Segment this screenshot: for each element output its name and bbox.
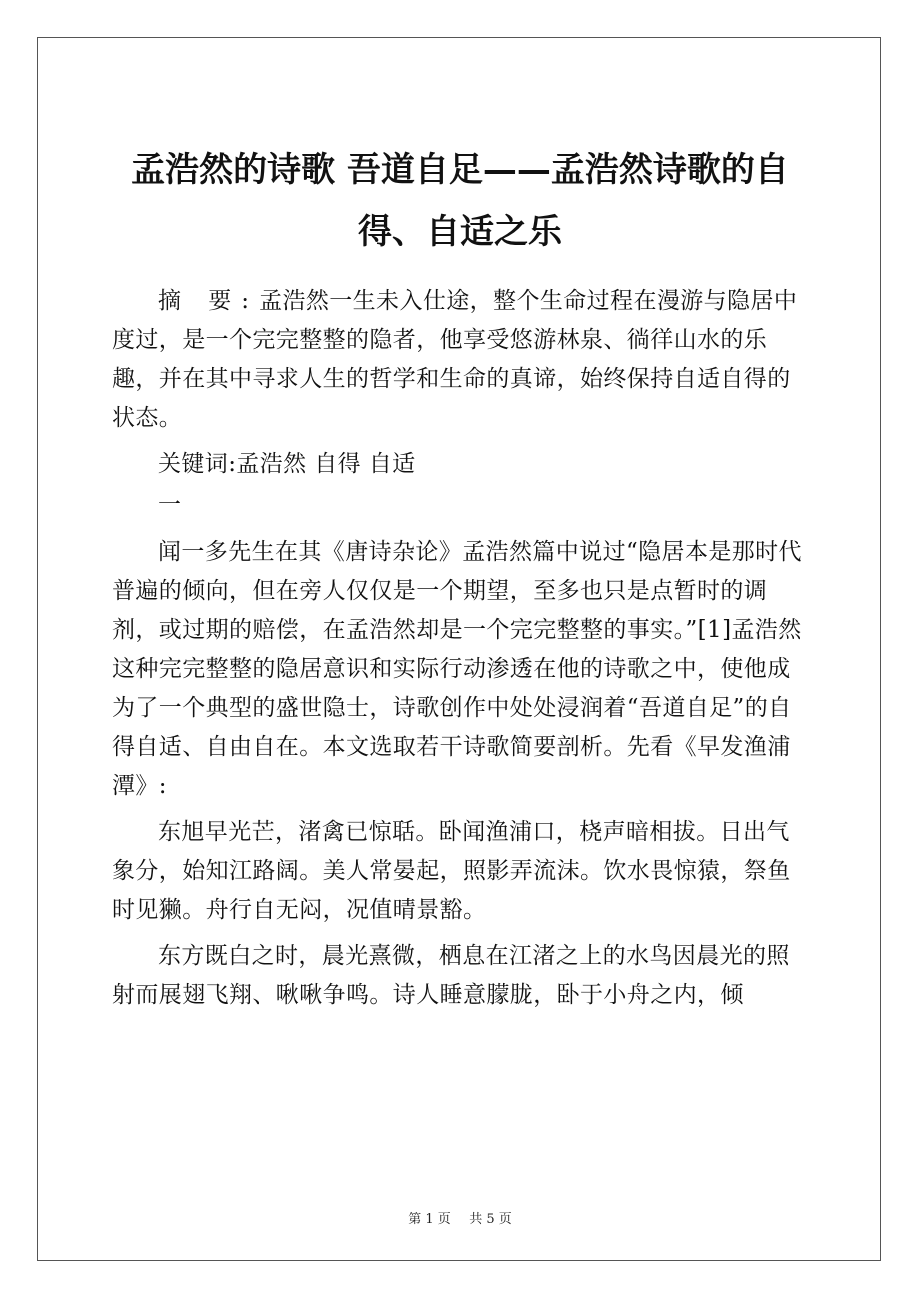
- document-body: [112, 282, 812, 1022]
- body-paragraph-1: 闻一多先生在其《唐诗杂论》孟浩然篇中说过“隐居本是那时代普遍的倾向，但在旁人仅仅是一个期望，至多也只是点暂时的调剂，或过期的赔偿，在孟浩然却是一个完完整整的事实。”[1]孟浩然这种完完整整的隐居意识和实际行动渗透在他的诗歌之中，使他成为了一个典型的盛世隐士，诗歌创作中处处浸润着“吾道自足”的自得自适、自由自在。本文选取若干诗歌简要剖析。先看《早发渔浦潭》:: [112, 539, 802, 799]
- keywords-paragraph: [112, 445, 812, 484]
- abstract-label: 摘 要:: [158, 288, 260, 314]
- page-number: 第 1 页: [408, 1212, 451, 1227]
- document-title-line-1: 孟浩然的诗歌 吾道自足——孟浩然诗歌的自: [131, 150, 789, 190]
- keywords-label: 关键词:: [158, 451, 237, 477]
- total-pages: 共 5 页: [469, 1212, 512, 1227]
- abstract-text: 孟浩然一生未入仕途，整个生命过程在漫游与隐居中度过，是一个完完整整的隐者，他享受悠游林泉、徜徉山水的乐趣，并在其中寻求人生的哲学和生命的真谛，始终保持自适自得的状态。: [112, 288, 798, 431]
- section-marker: 一: [158, 492, 182, 518]
- document-title-line-2: 得、自适之乐: [358, 212, 562, 252]
- body-paragraph-2: 东方既白之时，晨光熹微，栖息在江渚之上的水鸟因晨光的照射而展翅飞翔、啾啾争鸣。诗人睡意朦胧，卧于小舟之内，倾: [112, 943, 790, 1008]
- poem-paragraph: 东旭早光芒，渚禽已惊聒。卧闻渔浦口，桡声暗相拔。日出气象分，始知江路阔。美人常晏起，照影弄流沫。饮水畏惊猿，祭鱼时见獭。舟行自无闷，况值晴景豁。: [112, 819, 791, 923]
- abstract-paragraph: [112, 282, 812, 438]
- page-footer: [0, 1208, 920, 1227]
- keywords-text: 孟浩然 自得 自适: [236, 451, 416, 477]
